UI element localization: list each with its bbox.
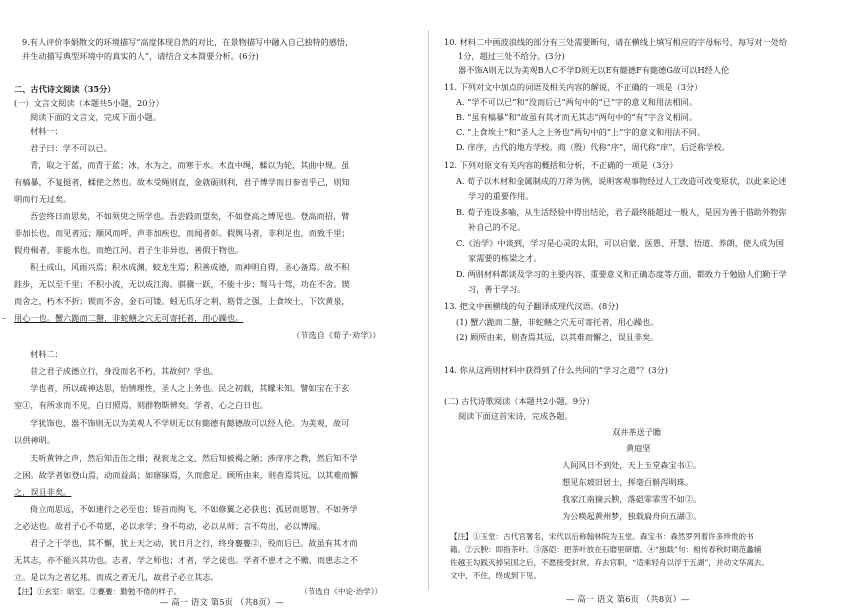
- material-1-line: 有槁暴，不复挺者，輮使之然也。故木受绳则直，金就砺则利，君子博学而日参省乎己，则知: [14, 177, 350, 187]
- question-13-item-2: (2) 顾所由来，则杳焉其远，以其难而懈之，误且非矣。: [456, 332, 659, 342]
- exam-page-right: [436, 0, 860, 607]
- question-12-option-d-cont: 习，善于学习。: [468, 284, 526, 294]
- page-footer-right: — 高一 语文 第6页 （共8页）—: [566, 595, 690, 605]
- poem-title: 双井茶送子瞻: [612, 427, 662, 437]
- poem-line: 想见东坡旧居士，挥毫百斛泻明珠。: [562, 477, 694, 487]
- material-2-line: 立。是以为之者亿兆，而成之者无几，故君子必立其志。: [14, 572, 219, 582]
- reading-instruction: 阅读下面的文言文，完成下面小题。: [30, 112, 162, 122]
- material-1-line: 积土成山，风雨兴焉；积水成渊，蛟龙生焉；积善成德，而神明自得，圣心备焉。故不积: [30, 262, 350, 272]
- question-12-option-a-cont: 学习的重要作用。: [468, 191, 534, 201]
- material-2-source: （节选自《中论·治学》）: [300, 587, 383, 596]
- material-1-line: 假舟楫者，非能水也，而绝江河。君子生非异也，善假于物也。: [14, 245, 244, 255]
- question-11-option-b: B. “虽有槁暴”和“故虽有其才而无其志”两句中的“有”字含义相同。: [456, 112, 698, 122]
- material-2-line: 室①，有所求而不见，白日照焉，则群物斯辨矣。学者，心之白日也。: [14, 400, 268, 410]
- page-divider: [428, 30, 429, 590]
- poem-note-line: 籍。②云腴：即指茶叶。③落硙：把茶叶放在石磨里研磨。④“独载”句：相传春秋时期范蠡辅: [450, 545, 762, 554]
- question-13-stem: 13. 把文中画横线的句子翻译成现代汉语。(8分): [444, 301, 619, 311]
- material-1-line: 明而行无过矣。: [14, 194, 72, 204]
- question-10-line: 1分，超过三处不给分。(3分): [458, 51, 565, 61]
- material-2-line-wavy: 学犹饰也，器不饰则无以为美观人不学则无以有懿德有懿德故可以经人伦。为美观，故可: [30, 418, 350, 428]
- material-2-line: 君子之于学也，其不懈，犹上天之动，犹日月之行，终身亹亹②，殁而后已。故虽有其才而: [30, 538, 358, 548]
- part-2-instruction: 阅读下面这首宋诗，完成各题。: [458, 411, 573, 421]
- question-9-line-2: 并生动描写典型环境中的真实的人”，请结合文本简要分析。(6分): [22, 51, 259, 61]
- question-13-item-1: (1) 蟹六跪而二螯，非蛇鳝之穴无可寄托者，用心躁也。: [456, 317, 659, 327]
- question-11-option-d: D. 庠序，古代的地方学校。商（殷）代称“序”，周代称“庠”，后泛称学校。: [456, 142, 730, 152]
- material-1-line: 而舍之，朽木不折；锲而不舍，金石可镂。蚓无爪牙之利，筋骨之强，上食埃土，下饮黄泉，: [14, 296, 350, 306]
- material-1-line: 吾尝终日而思矣，不如须臾之所学也。吾尝跂而望矣，不如登高之博见也。登高而招，臂: [30, 211, 350, 221]
- annotation-note: 【注】①玄室：暗室。②亹亹：勤勉不倦的样子。: [14, 587, 182, 596]
- part-2-title: (二) 古代诗歌阅读（本题共2小题，9分）: [444, 396, 595, 406]
- section-2-title: 二、古代诗文阅读（35分）: [14, 84, 116, 94]
- question-9-line-1: 9.有人评价李娟散文的环境描写“高度体现自然的对比，在景物描写中融入自己独特的感悟，: [22, 37, 354, 47]
- material-1-title: 材料一：: [30, 126, 63, 136]
- material-2-line: 以供神明。: [14, 435, 55, 445]
- material-2-line-underlined: 之，误且非矣。: [14, 487, 72, 497]
- material-1-line: 君子曰：学不可以已。: [30, 143, 112, 153]
- material-2-line: 之困。故学者如登山焉，动而益高；如寤寐焉，久而愈足。顾所由来，则杳焉其远，以其难而懈: [14, 470, 358, 480]
- material-2-line: 之必达也。故君子心不苟愿，必以求学；身不苟动，必以从师；言不苟出，必以博闻。: [14, 521, 326, 531]
- question-10-sentence: 器不饰A则无以为美观B人C不学D则无以E有懿德F有懿德G故可以H经人伦: [458, 65, 730, 75]
- poem-line: 人间风日不到处，天上玉堂森宝书①。: [562, 460, 702, 470]
- question-11-option-c: C. “上食埃土”和“圣人之上务也”两句中的“上”字的意义和用法不同。: [456, 127, 706, 137]
- material-2-line: 无其志，亦不能兴其功也。志者，学之师也；才者，学之徒也。学者不患才之不赡，而患志之不: [14, 555, 358, 565]
- question-14: 14. 你从这两则材料中获得到了什么共同的“学习之道”？(3分): [444, 365, 668, 375]
- question-12-option-b: B. 荀子连设多喻，从生活经验中得出结论，君子最终能超过一般人，是因为善于借助外物弥: [456, 207, 787, 217]
- question-11-stem: 11. 下列对文中加点的词语及相关内容的解说，不正确的一项是（3分）: [444, 82, 703, 92]
- material-2-line: 倚立而思远，不如速行之必至也；矫首而徇飞，不如修翼之必获也；孤居而愿智，不如务学: [30, 504, 358, 514]
- poem-line: 我家江南摘云腴，落硙霏霏雪不如②。: [562, 494, 702, 504]
- page-footer-left: — 高一 语文 第5页 （共8页）—: [160, 598, 284, 608]
- material-2-line: 学也者，所以疏神达思，怡情理性，圣人之上务也。民之初载，其矇未知。譬如宝在于玄: [30, 383, 350, 393]
- exam-page-left: [0, 0, 424, 607]
- poem-author: 黄庭坚: [626, 443, 651, 453]
- poem-note-line: 文中，不住，终成到下见。: [450, 571, 542, 580]
- question-12-option-a: A. 荀子以木材和金属制成的刀斧为例，说明客观事物经过人工改造可改变原状，以此来论述: [456, 176, 787, 186]
- question-10-line: 10. 材料二中画波浪线的部分有三处需要断句，请在横线上填写相应的字母标号，每写对一处给: [444, 37, 788, 47]
- material-2-title: 材料二：: [30, 349, 63, 359]
- question-12-option-b-cont: 补自己的不足。: [468, 222, 526, 232]
- question-12-option-c: C.《治学》中谈到，学习是心灵的太阳，可以启蒙、医愚、开慧、悟道、养朗，使人成为国: [456, 238, 784, 248]
- material-1-line: 非加长也，而见者远；顺风而呼，声非加疾也，而闻者彰。假舆马者，非利足也，而致千里；: [14, 228, 350, 238]
- question-12-stem: 12. 下列对原文有关内容的概括和分析，不正确的一项是（3分）: [444, 160, 678, 170]
- material-1-source: （节选自《荀子·劝学》）: [292, 330, 381, 340]
- poem-note-line: 【注】①玉堂：古代官署名，宋代以后称翰林院为玉堂。森宝书：森然罗列着许多珍贵的书: [450, 532, 754, 541]
- material-1-line: 青，取之于蓝，而青于蓝；冰，水为之，而寒于水。木直中绳，輮以为轮，其曲中规。虽: [30, 160, 350, 170]
- material-2-line: 昔之君子成德立行，身没而名不朽，其故何？学也。: [30, 366, 219, 376]
- margin-mark-icon: –: [2, 314, 7, 324]
- part-1-title: (一）文言文阅读（本题共5小题，20分）: [14, 98, 164, 108]
- poem-line: 为公唤起黄州梦，独载扁舟向五湖③。: [562, 511, 702, 521]
- question-12-option-d: D. 两则材料都谈及学习的主要内容、重要意义和正确态度等方面，都致力于勉励人们勤于学: [456, 269, 787, 279]
- material-1-line-underlined: 用心一也。蟹六跪而二螯，非蛇鳝之穴无可寄托者，用心躁也。: [14, 313, 244, 323]
- material-1-line: 跬步，无以至千里；不积小流，无以成江海。骐骥一跃，不能十步；驽马十驾，功在不舍。锲: [14, 279, 350, 289]
- material-2-line: 夫听黄钟之声，然后知击缶之细；视衮龙之文，然后知被褐之陋；涉庠序之教，然后知不学: [30, 453, 358, 463]
- question-12-option-c-cont: 家需要的栋梁之才。: [468, 253, 542, 263]
- poem-note-line: 佐越王勾践灭掉吴国之后，不愿接受封赏，弃去官职，“适乘轻舟以浮于五湖”，并动文华离去。: [450, 558, 770, 567]
- question-11-option-a: A. “学不可以已”和“没而后已”两句中的“已”字的意义和用法相同。: [456, 97, 697, 107]
